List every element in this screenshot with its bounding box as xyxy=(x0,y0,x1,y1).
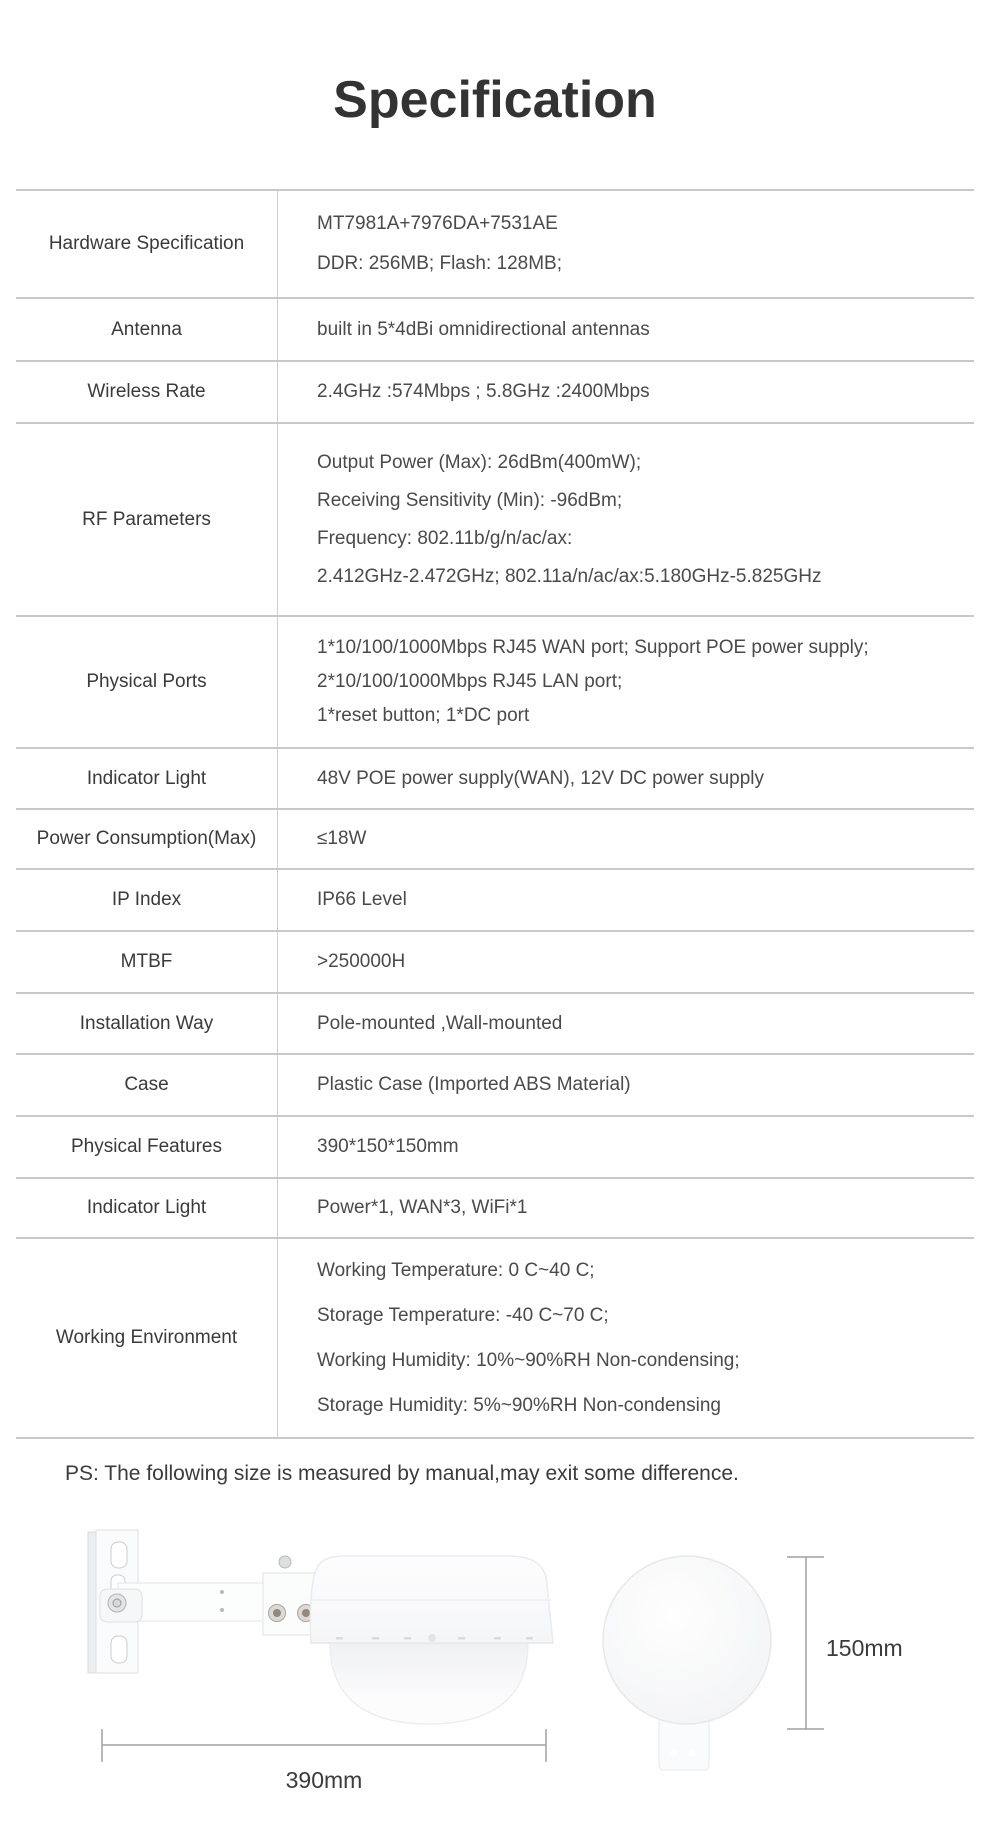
spec-row-label: Antenna xyxy=(16,299,278,360)
bracket-slot xyxy=(111,1542,127,1568)
spec-row-label: Power Consumption(Max) xyxy=(16,810,278,868)
spec-row xyxy=(16,297,974,360)
spec-value-line: Frequency: 802.11b/g/n/ac/ax: xyxy=(317,527,573,549)
spec-value-line: Storage Humidity: 5%~90%RH Non-condensing xyxy=(317,1395,721,1416)
height-label: 150mm xyxy=(826,1635,903,1661)
device-front-view xyxy=(603,1556,771,1770)
spec-row-label: Case xyxy=(16,1055,278,1115)
hinge-bolt-center xyxy=(113,1599,121,1607)
spec-row-value xyxy=(278,870,974,930)
spec-row xyxy=(16,747,974,808)
cap-vent xyxy=(494,1637,501,1640)
cap-center-hole xyxy=(428,1634,436,1642)
spec-row xyxy=(16,1053,974,1115)
cap-vent xyxy=(336,1637,343,1640)
joint-bolt-center xyxy=(302,1609,310,1617)
joint-top-screw xyxy=(279,1556,291,1568)
spec-row xyxy=(16,930,974,992)
joint-bolt-center xyxy=(273,1609,281,1617)
spec-value-line: Plastic Case (Imported ABS Material) xyxy=(317,1074,631,1095)
arm-hole xyxy=(220,1608,224,1612)
spec-value-line: IP66 Level xyxy=(317,889,407,910)
spec-value-line: 2.4GHz :574Mbps ; 5.8GHz :2400Mbps xyxy=(317,381,650,402)
strap-hole xyxy=(671,1750,678,1757)
spec-value-line: Power*1, WAN*3, WiFi*1 xyxy=(317,1197,528,1218)
spec-row xyxy=(16,808,974,868)
spec-value-line: Output Power (Max): 26dBm(400mW); xyxy=(317,451,642,473)
spec-table xyxy=(16,189,974,1439)
spec-row-value xyxy=(278,749,974,808)
spec-row-value xyxy=(278,932,974,992)
width-label: 390mm xyxy=(285,1767,363,1793)
spec-row xyxy=(16,992,974,1053)
spec-row xyxy=(16,1237,974,1437)
spec-row-value xyxy=(278,1179,974,1237)
spec-value-line: 2.412GHz-2.472GHz; 802.11a/n/ac/ax:5.180GHz-5.825GHz xyxy=(317,565,822,587)
spec-row-value xyxy=(278,617,974,747)
spec-row xyxy=(16,615,974,747)
spec-row-label: IP Index xyxy=(16,870,278,930)
spec-value-line: Storage Temperature: -40 C~70 C; xyxy=(317,1305,609,1326)
spec-row-label: Installation Way xyxy=(16,994,278,1053)
spec-row xyxy=(16,360,974,422)
spec-row-label: RF Parameters xyxy=(16,424,278,615)
strap-hole xyxy=(689,1750,696,1757)
cap-vent xyxy=(526,1637,533,1640)
product-dimension-diagram xyxy=(0,1490,990,1834)
spec-value-line: DDR: 256MB; Flash: 128MB; xyxy=(317,253,562,274)
device-side-view xyxy=(88,1530,553,1724)
dimension-line-height xyxy=(787,1557,824,1729)
spec-value-line: >250000H xyxy=(317,951,406,972)
bracket-slot xyxy=(111,1636,127,1663)
page-title: Specification xyxy=(333,71,657,129)
spec-value-line: Working Humidity: 10%~90%RH Non-condensing; xyxy=(317,1350,740,1371)
cap-vent xyxy=(404,1637,411,1640)
spec-row-label: Physical Features xyxy=(16,1117,278,1177)
device-dome xyxy=(330,1644,528,1724)
ps-note: PS: The following size is measured by manual,may exit some difference. xyxy=(65,1462,739,1485)
spec-row-value xyxy=(278,1055,974,1115)
cap-vent xyxy=(458,1637,465,1640)
spec-row-value xyxy=(278,191,974,297)
spec-row xyxy=(16,189,974,297)
spec-row xyxy=(16,1177,974,1237)
spec-row-label: Indicator Light xyxy=(16,749,278,808)
spec-row-label: Wireless Rate xyxy=(16,362,278,422)
spec-value-line: 2*10/100/1000Mbps RJ45 LAN port; xyxy=(317,671,623,692)
spec-value-line: 1*reset button; 1*DC port xyxy=(317,705,530,726)
spec-row-label: Working Environment xyxy=(16,1239,278,1437)
spec-row-value xyxy=(278,1117,974,1177)
spec-row xyxy=(16,868,974,930)
spec-value-line: 48V POE power supply(WAN), 12V DC power supply xyxy=(317,767,765,789)
spec-value-line: ≤18W xyxy=(317,828,367,849)
spec-row-value xyxy=(278,1239,974,1437)
spec-value-line: Pole-mounted ,Wall-mounted xyxy=(317,1012,563,1034)
spec-row-value xyxy=(278,362,974,422)
spec-row-label: Hardware Specification xyxy=(16,191,278,297)
spec-row-value xyxy=(278,299,974,360)
spec-row-label: Indicator Light xyxy=(16,1179,278,1237)
spec-value-line: built in 5*4dBi omnidirectional antennas xyxy=(317,318,650,340)
device-front-circle xyxy=(603,1556,771,1724)
cap-vent xyxy=(372,1637,379,1640)
spec-row xyxy=(16,422,974,615)
spec-row-value xyxy=(278,810,974,868)
spec-value-line: 1*10/100/1000Mbps RJ45 WAN port; Support POE power supply; xyxy=(317,637,869,658)
spec-row xyxy=(16,1115,974,1177)
spec-row-value xyxy=(278,994,974,1053)
spec-row-label: Physical Ports xyxy=(16,617,278,747)
spec-value-line: 390*150*150mm xyxy=(317,1136,459,1157)
dimension-line-width xyxy=(102,1729,546,1762)
spec-value-line: Receiving Sensitivity (Min): -96dBm; xyxy=(317,489,623,511)
spec-row-value xyxy=(278,424,974,615)
spec-row-label: MTBF xyxy=(16,932,278,992)
spec-value-line: Working Temperature: 0 C~40 C; xyxy=(317,1260,595,1281)
spec-value-line: MT7981A+7976DA+7531AE xyxy=(317,213,558,234)
arm-hole xyxy=(220,1590,224,1594)
